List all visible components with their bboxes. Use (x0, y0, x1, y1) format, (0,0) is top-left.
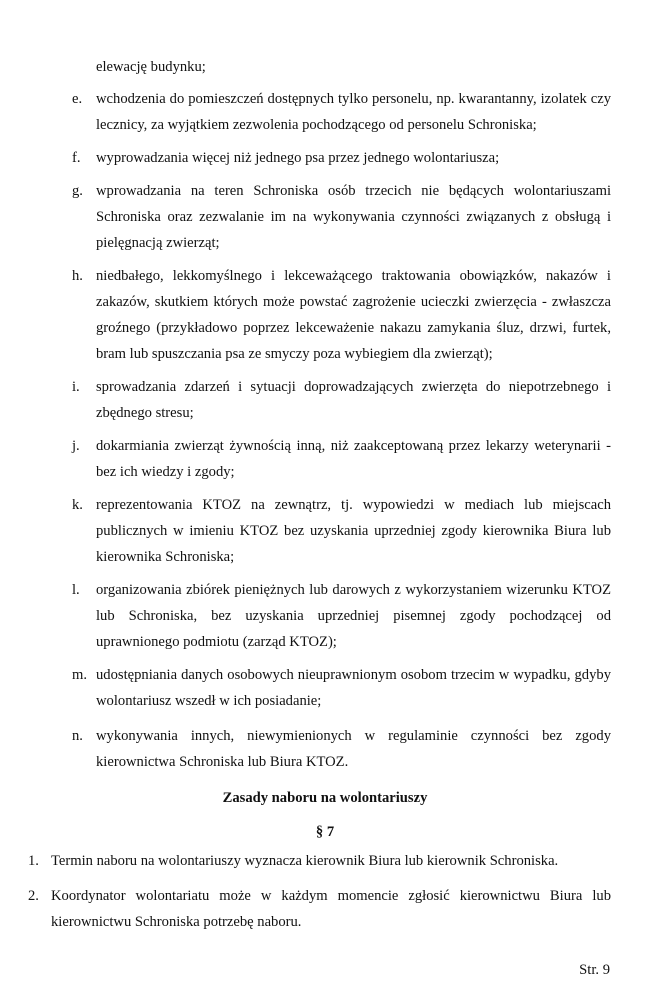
list-item-text: sprowadzania zdarzeń i sytuacji doprowadzających zwierzęta do niepotrzebnego i zbędnego stresu; (96, 379, 611, 421)
section-title: Zasady naboru na wolontariuszy (222, 790, 428, 806)
list-item-text: wchodzenia do pomieszczeń dostępnych tylko personelu, np. kwarantanny, izolatek czy lecznicy, za wyjątkiem zezwolenia pochodzącego od personelu Schroniska; (96, 91, 611, 133)
list-item-text: udostępniania danych osobowych nieuprawnionym osobom trzecim w wypadku, gdyby wolontariusz wszedł w ich posiadanie; (96, 667, 611, 709)
section-number: § 7 (315, 824, 335, 840)
list-item-text: wprowadzania na teren Schroniska osób trzecich nie będących wolontariuszami Schroniska oraz zezwalanie im na wykonywania czynności związanych z obsługą i pielęgnacją zwierząt; (96, 183, 611, 251)
list-item-letter: i. (72, 379, 80, 395)
list-item-letter: h. (72, 268, 83, 284)
list-item-text: reprezentowania KTOZ na zewnątrz, tj. wypowiedzi w mediach lub miejscach publicznych w imieniu KTOZ bez uzyskania uprzedniej zgody kierownika Biura lub kierownika Schroniska; (96, 497, 611, 565)
numbered-item-text: Termin naboru na wolontariuszy wyznacza kierownik Biura lub kierownik Schroniska. (51, 853, 559, 869)
numbered-item-number: 1. (28, 853, 39, 869)
list-item-text: wyprowadzania więcej niż jednego psa przez jednego wolontariusza; (96, 150, 500, 166)
list-item-letter: m. (72, 667, 87, 683)
list-item-text: wykonywania innych, niewymienionych w regulaminie czynności bez zgody kierownictwa Schroniska lub Biura KTOZ. (96, 728, 611, 770)
list-item-text: niedbałego, lekkomyślnego i lekceważącego traktowania obowiązków, nakazów i zakazów, skutkiem których może powstać zagrożenie ucieczki zwierzęcia - zwłaszcza groźnego (przykładowo poprzez lekceważenie nakazu zamykania śluz, drzwi, furtek, bram lub spuszczania psa ze smyczy poza wybiegiem dla zwierząt); (96, 268, 611, 362)
list-item-letter: e. (72, 91, 83, 107)
list-item-letter: f. (72, 150, 81, 166)
numbered-item-text: Koordynator wolontariatu może w każdym momencie zgłosić kierownictwu Biura lub kierownictwu Schroniska potrzebę naboru. (51, 888, 611, 930)
list-item-letter: g. (72, 183, 83, 199)
list-item-text: organizowania zbiórek pieniężnych lub darowych z wykorzystaniem wizerunku KTOZ lub Schroniska, bez uzyskania uprzedniej pisemnej zgody pochodzącej od uprawnionego podmiotu (zarząd KTOZ); (96, 582, 611, 650)
list-item-letter: k. (72, 497, 83, 513)
list-item-text: dokarmiania zwierząt żywnością inną, niż zaakceptowaną przez lekarzy weterynarii - bez ich wiedzy i zgody; (96, 438, 611, 480)
list-item-letter: j. (72, 438, 80, 454)
continuation-text: elewację budynku; (96, 59, 206, 75)
numbered-item-number: 2. (28, 888, 39, 904)
page-number: Str. 9 (579, 962, 610, 978)
list-item-letter: l. (72, 582, 80, 598)
list-item-letter: n. (72, 728, 83, 744)
